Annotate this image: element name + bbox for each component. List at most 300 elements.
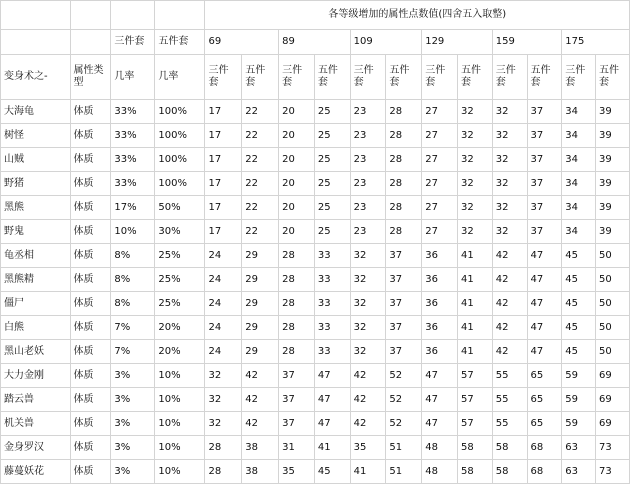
three-set-subheader: 三件套 <box>279 55 315 100</box>
three-set-value-cell: 45 <box>562 244 596 268</box>
five-set-rate-cell: 30% <box>155 220 205 244</box>
three-set-value-cell: 28 <box>279 316 315 340</box>
three-set-value-cell: 32 <box>492 220 527 244</box>
five-set-rate-cell: 25% <box>155 268 205 292</box>
five-set-value-cell: 41 <box>457 292 492 316</box>
attr-type-cell: 体质 <box>70 436 111 460</box>
five-set-value-cell: 50 <box>596 292 630 316</box>
blank-cell <box>70 1 111 30</box>
five-set-value-cell: 52 <box>386 388 422 412</box>
three-set-value-cell: 24 <box>205 268 242 292</box>
blank-cell <box>70 30 111 55</box>
attr-type-cell: 体质 <box>70 364 111 388</box>
three-set-value-cell: 24 <box>205 244 242 268</box>
five-set-value-cell: 65 <box>527 388 562 412</box>
five-set-value-cell: 29 <box>242 244 279 268</box>
five-set-rate-cell: 10% <box>155 364 205 388</box>
five-set-value-cell: 58 <box>457 436 492 460</box>
transform-name-cell: 白熊 <box>1 316 71 340</box>
transform-name-cell: 野鬼 <box>1 220 71 244</box>
three-set-value-cell: 32 <box>350 268 386 292</box>
three-set-header: 三件套 <box>111 30 155 55</box>
transform-name-cell: 黑熊精 <box>1 268 71 292</box>
table-row <box>1 220 630 244</box>
five-set-value-cell: 47 <box>527 268 562 292</box>
five-set-rate-cell: 10% <box>155 436 205 460</box>
three-set-rate-cell: 33% <box>111 124 155 148</box>
three-set-value-cell: 32 <box>492 124 527 148</box>
five-set-value-cell: 42 <box>242 412 279 436</box>
five-set-value-cell: 33 <box>314 268 350 292</box>
five-set-value-cell: 39 <box>596 196 630 220</box>
five-set-rate-cell: 25% <box>155 292 205 316</box>
five-set-value-cell: 37 <box>527 100 562 124</box>
table-row <box>1 316 630 340</box>
three-set-value-cell: 48 <box>422 436 458 460</box>
three-set-value-cell: 24 <box>205 316 242 340</box>
three-set-value-cell: 17 <box>205 196 242 220</box>
three-set-value-cell: 20 <box>279 100 315 124</box>
three-set-value-cell: 27 <box>422 196 458 220</box>
transform-name-cell: 山贼 <box>1 148 71 172</box>
five-set-value-cell: 38 <box>242 436 279 460</box>
three-set-value-cell: 59 <box>562 412 596 436</box>
five-set-value-cell: 22 <box>242 100 279 124</box>
three-set-value-cell: 34 <box>562 124 596 148</box>
three-set-value-cell: 28 <box>279 268 315 292</box>
transform-name-cell: 野猪 <box>1 172 71 196</box>
five-set-value-cell: 37 <box>527 196 562 220</box>
header-row-title <box>1 1 630 30</box>
three-set-value-cell: 32 <box>492 100 527 124</box>
five-set-value-cell: 69 <box>596 388 630 412</box>
five-set-value-cell: 28 <box>386 220 422 244</box>
five-set-value-cell: 41 <box>457 244 492 268</box>
three-set-value-cell: 55 <box>492 388 527 412</box>
transform-name-cell: 金身罗汉 <box>1 436 71 460</box>
three-set-value-cell: 37 <box>279 364 315 388</box>
five-set-value-cell: 50 <box>596 244 630 268</box>
five-set-value-cell: 38 <box>242 460 279 484</box>
five-set-value-cell: 28 <box>386 124 422 148</box>
five-set-value-cell: 25 <box>314 220 350 244</box>
three-set-value-cell: 34 <box>562 148 596 172</box>
table-row <box>1 124 630 148</box>
attr-type-cell: 体质 <box>70 220 111 244</box>
three-set-value-cell: 31 <box>279 436 315 460</box>
five-set-rate-cell: 10% <box>155 388 205 412</box>
five-set-subheader: 五件套 <box>314 55 350 100</box>
three-set-value-cell: 47 <box>422 412 458 436</box>
three-set-value-cell: 23 <box>350 220 386 244</box>
three-set-value-cell: 28 <box>279 292 315 316</box>
five-set-value-cell: 58 <box>457 460 492 484</box>
attr-type-cell: 体质 <box>70 316 111 340</box>
three-set-value-cell: 34 <box>562 196 596 220</box>
three-set-value-cell: 28 <box>205 460 242 484</box>
three-set-value-cell: 42 <box>492 292 527 316</box>
five-set-value-cell: 28 <box>386 100 422 124</box>
rate-header: 几率 <box>111 55 155 100</box>
three-set-rate-cell: 33% <box>111 148 155 172</box>
table-row <box>1 196 630 220</box>
five-set-value-cell: 42 <box>242 388 279 412</box>
five-set-value-cell: 22 <box>242 172 279 196</box>
three-set-value-cell: 23 <box>350 148 386 172</box>
five-set-value-cell: 33 <box>314 316 350 340</box>
three-set-value-cell: 28 <box>279 340 315 364</box>
transform-header: 变身术之- <box>1 55 71 100</box>
five-set-value-cell: 47 <box>314 412 350 436</box>
three-set-subheader: 三件套 <box>205 55 242 100</box>
three-set-value-cell: 58 <box>492 436 527 460</box>
three-set-value-cell: 23 <box>350 100 386 124</box>
three-set-value-cell: 28 <box>205 436 242 460</box>
three-set-rate-cell: 33% <box>111 172 155 196</box>
three-set-value-cell: 17 <box>205 100 242 124</box>
five-set-subheader: 五件套 <box>527 55 562 100</box>
five-set-rate-cell: 100% <box>155 148 205 172</box>
three-set-rate-cell: 3% <box>111 364 155 388</box>
three-set-value-cell: 23 <box>350 196 386 220</box>
three-set-value-cell: 55 <box>492 412 527 436</box>
five-set-header: 五件套 <box>155 30 205 55</box>
three-set-value-cell: 24 <box>205 292 242 316</box>
five-set-value-cell: 33 <box>314 244 350 268</box>
three-set-value-cell: 27 <box>422 220 458 244</box>
five-set-value-cell: 41 <box>457 316 492 340</box>
five-set-value-cell: 37 <box>386 316 422 340</box>
five-set-value-cell: 68 <box>527 436 562 460</box>
level-header: 159 <box>492 30 562 55</box>
five-set-value-cell: 57 <box>457 412 492 436</box>
table-row <box>1 172 630 196</box>
three-set-value-cell: 45 <box>562 340 596 364</box>
three-set-rate-cell: 33% <box>111 100 155 124</box>
three-set-rate-cell: 3% <box>111 436 155 460</box>
three-set-value-cell: 20 <box>279 220 315 244</box>
five-set-value-cell: 47 <box>527 316 562 340</box>
rate-header: 几率 <box>155 55 205 100</box>
five-set-value-cell: 57 <box>457 364 492 388</box>
transform-name-cell: 黑熊 <box>1 196 71 220</box>
three-set-value-cell: 27 <box>422 124 458 148</box>
table-body <box>1 100 630 484</box>
three-set-value-cell: 36 <box>422 340 458 364</box>
three-set-value-cell: 58 <box>492 460 527 484</box>
three-set-subheader: 三件套 <box>562 55 596 100</box>
table-row <box>1 412 630 436</box>
attr-type-cell: 体质 <box>70 244 111 268</box>
three-set-rate-cell: 7% <box>111 340 155 364</box>
three-set-subheader: 三件套 <box>422 55 458 100</box>
three-set-value-cell: 32 <box>492 172 527 196</box>
five-set-value-cell: 28 <box>386 148 422 172</box>
three-set-value-cell: 24 <box>205 340 242 364</box>
five-set-value-cell: 57 <box>457 388 492 412</box>
transform-name-cell: 踏云兽 <box>1 388 71 412</box>
three-set-value-cell: 32 <box>492 148 527 172</box>
three-set-value-cell: 42 <box>492 244 527 268</box>
three-set-value-cell: 34 <box>562 100 596 124</box>
three-set-value-cell: 47 <box>422 364 458 388</box>
three-set-rate-cell: 3% <box>111 460 155 484</box>
three-set-value-cell: 42 <box>350 364 386 388</box>
three-set-value-cell: 23 <box>350 172 386 196</box>
three-set-value-cell: 45 <box>562 268 596 292</box>
five-set-value-cell: 29 <box>242 292 279 316</box>
five-set-value-cell: 51 <box>386 460 422 484</box>
five-set-value-cell: 39 <box>596 172 630 196</box>
blank-cell <box>1 30 71 55</box>
five-set-value-cell: 52 <box>386 412 422 436</box>
three-set-rate-cell: 3% <box>111 388 155 412</box>
table-row <box>1 148 630 172</box>
five-set-value-cell: 47 <box>527 244 562 268</box>
three-set-subheader: 三件套 <box>492 55 527 100</box>
five-set-value-cell: 50 <box>596 340 630 364</box>
three-set-value-cell: 36 <box>422 268 458 292</box>
five-set-value-cell: 37 <box>527 220 562 244</box>
five-set-value-cell: 37 <box>527 124 562 148</box>
five-set-value-cell: 42 <box>242 364 279 388</box>
five-set-value-cell: 29 <box>242 340 279 364</box>
three-set-value-cell: 32 <box>492 196 527 220</box>
three-set-value-cell: 28 <box>279 244 315 268</box>
five-set-subheader: 五件套 <box>457 55 492 100</box>
five-set-value-cell: 47 <box>527 292 562 316</box>
three-set-value-cell: 17 <box>205 124 242 148</box>
table-row <box>1 268 630 292</box>
three-set-value-cell: 32 <box>350 292 386 316</box>
blank-cell <box>1 1 71 30</box>
attr-type-cell: 体质 <box>70 460 111 484</box>
five-set-subheader: 五件套 <box>386 55 422 100</box>
five-set-value-cell: 28 <box>386 172 422 196</box>
table-row <box>1 388 630 412</box>
attr-type-cell: 体质 <box>70 100 111 124</box>
five-set-value-cell: 37 <box>386 244 422 268</box>
three-set-value-cell: 42 <box>492 316 527 340</box>
five-set-value-cell: 50 <box>596 316 630 340</box>
five-set-value-cell: 22 <box>242 124 279 148</box>
attr-type-cell: 体质 <box>70 172 111 196</box>
three-set-value-cell: 32 <box>205 388 242 412</box>
level-header: 175 <box>562 30 630 55</box>
three-set-value-cell: 20 <box>279 124 315 148</box>
header-row-levels <box>1 30 630 55</box>
table-row <box>1 100 630 124</box>
five-set-value-cell: 29 <box>242 268 279 292</box>
five-set-value-cell: 32 <box>457 148 492 172</box>
five-set-value-cell: 69 <box>596 364 630 388</box>
three-set-value-cell: 42 <box>492 340 527 364</box>
five-set-value-cell: 22 <box>242 196 279 220</box>
five-set-rate-cell: 25% <box>155 244 205 268</box>
table-row <box>1 340 630 364</box>
attr-type-cell: 体质 <box>70 388 111 412</box>
five-set-rate-cell: 100% <box>155 100 205 124</box>
table-title: 各等级增加的属性点数值(四舍五入取整) <box>205 1 630 30</box>
transform-name-cell: 僵尸 <box>1 292 71 316</box>
three-set-rate-cell: 8% <box>111 292 155 316</box>
three-set-value-cell: 32 <box>205 412 242 436</box>
five-set-value-cell: 52 <box>386 364 422 388</box>
table-row <box>1 292 630 316</box>
five-set-value-cell: 51 <box>386 436 422 460</box>
three-set-value-cell: 32 <box>350 244 386 268</box>
five-set-value-cell: 37 <box>527 172 562 196</box>
three-set-rate-cell: 17% <box>111 196 155 220</box>
transform-name-cell: 大海龟 <box>1 100 71 124</box>
three-set-value-cell: 32 <box>350 340 386 364</box>
level-header: 89 <box>279 30 351 55</box>
five-set-value-cell: 41 <box>457 340 492 364</box>
blank-cell <box>155 1 205 30</box>
level-header: 129 <box>422 30 493 55</box>
five-set-value-cell: 37 <box>386 340 422 364</box>
five-set-value-cell: 33 <box>314 292 350 316</box>
transform-name-cell: 藤蔓妖花 <box>1 460 71 484</box>
three-set-value-cell: 17 <box>205 220 242 244</box>
five-set-value-cell: 32 <box>457 100 492 124</box>
five-set-value-cell: 28 <box>386 196 422 220</box>
three-set-value-cell: 17 <box>205 148 242 172</box>
three-set-rate-cell: 3% <box>111 412 155 436</box>
five-set-value-cell: 39 <box>596 124 630 148</box>
five-set-value-cell: 29 <box>242 316 279 340</box>
five-set-value-cell: 47 <box>527 340 562 364</box>
three-set-value-cell: 27 <box>422 172 458 196</box>
transform-name-cell: 黑山老妖 <box>1 340 71 364</box>
five-set-value-cell: 39 <box>596 148 630 172</box>
transform-name-cell: 机关兽 <box>1 412 71 436</box>
five-set-value-cell: 22 <box>242 220 279 244</box>
five-set-value-cell: 33 <box>314 340 350 364</box>
five-set-value-cell: 32 <box>457 172 492 196</box>
three-set-value-cell: 27 <box>422 100 458 124</box>
five-set-value-cell: 65 <box>527 364 562 388</box>
three-set-value-cell: 63 <box>562 460 596 484</box>
three-set-value-cell: 20 <box>279 148 315 172</box>
table-row <box>1 460 630 484</box>
five-set-value-cell: 32 <box>457 196 492 220</box>
three-set-value-cell: 36 <box>422 316 458 340</box>
five-set-value-cell: 45 <box>314 460 350 484</box>
five-set-value-cell: 41 <box>457 268 492 292</box>
three-set-value-cell: 42 <box>350 388 386 412</box>
five-set-value-cell: 32 <box>457 124 492 148</box>
five-set-rate-cell: 20% <box>155 340 205 364</box>
blank-cell <box>111 1 155 30</box>
three-set-value-cell: 34 <box>562 172 596 196</box>
five-set-value-cell: 73 <box>596 460 630 484</box>
three-set-value-cell: 59 <box>562 388 596 412</box>
five-set-value-cell: 32 <box>457 220 492 244</box>
five-set-value-cell: 37 <box>386 268 422 292</box>
five-set-value-cell: 39 <box>596 220 630 244</box>
five-set-value-cell: 25 <box>314 148 350 172</box>
five-set-value-cell: 47 <box>314 388 350 412</box>
transform-name-cell: 大力金刚 <box>1 364 71 388</box>
attr-type-cell: 体质 <box>70 268 111 292</box>
five-set-rate-cell: 20% <box>155 316 205 340</box>
three-set-value-cell: 45 <box>562 316 596 340</box>
five-set-subheader: 五件套 <box>242 55 279 100</box>
five-set-rate-cell: 50% <box>155 196 205 220</box>
three-set-subheader: 三件套 <box>350 55 386 100</box>
attr-type-cell: 体质 <box>70 340 111 364</box>
five-set-value-cell: 25 <box>314 172 350 196</box>
three-set-value-cell: 42 <box>492 268 527 292</box>
five-set-value-cell: 25 <box>314 100 350 124</box>
three-set-value-cell: 17 <box>205 172 242 196</box>
three-set-value-cell: 59 <box>562 364 596 388</box>
five-set-value-cell: 65 <box>527 412 562 436</box>
five-set-value-cell: 68 <box>527 460 562 484</box>
level-header: 69 <box>205 30 279 55</box>
three-set-rate-cell: 8% <box>111 244 155 268</box>
three-set-rate-cell: 8% <box>111 268 155 292</box>
attr-type-cell: 体质 <box>70 124 111 148</box>
three-set-value-cell: 32 <box>205 364 242 388</box>
three-set-value-cell: 37 <box>279 412 315 436</box>
three-set-value-cell: 35 <box>350 436 386 460</box>
three-set-value-cell: 34 <box>562 220 596 244</box>
five-set-value-cell: 39 <box>596 100 630 124</box>
attr-type-cell: 体质 <box>70 196 111 220</box>
five-set-value-cell: 50 <box>596 268 630 292</box>
attr-type-header: 属性类型 <box>70 55 111 100</box>
table-row <box>1 244 630 268</box>
attr-type-cell: 体质 <box>70 148 111 172</box>
three-set-value-cell: 36 <box>422 244 458 268</box>
header-row-columns <box>1 55 630 100</box>
five-set-value-cell: 69 <box>596 412 630 436</box>
three-set-value-cell: 36 <box>422 292 458 316</box>
five-set-rate-cell: 10% <box>155 412 205 436</box>
three-set-rate-cell: 7% <box>111 316 155 340</box>
three-set-rate-cell: 10% <box>111 220 155 244</box>
three-set-value-cell: 27 <box>422 148 458 172</box>
three-set-value-cell: 23 <box>350 124 386 148</box>
three-set-value-cell: 63 <box>562 436 596 460</box>
three-set-value-cell: 35 <box>279 460 315 484</box>
three-set-value-cell: 48 <box>422 460 458 484</box>
five-set-value-cell: 25 <box>314 124 350 148</box>
five-set-rate-cell: 100% <box>155 172 205 196</box>
level-header: 109 <box>350 30 422 55</box>
three-set-value-cell: 47 <box>422 388 458 412</box>
three-set-value-cell: 41 <box>350 460 386 484</box>
attr-type-cell: 体质 <box>70 292 111 316</box>
five-set-value-cell: 73 <box>596 436 630 460</box>
three-set-value-cell: 32 <box>350 316 386 340</box>
table-row <box>1 436 630 460</box>
five-set-subheader: 五件套 <box>596 55 630 100</box>
five-set-value-cell: 41 <box>314 436 350 460</box>
three-set-value-cell: 42 <box>350 412 386 436</box>
transform-name-cell: 树怪 <box>1 124 71 148</box>
table-row <box>1 364 630 388</box>
three-set-value-cell: 45 <box>562 292 596 316</box>
five-set-value-cell: 37 <box>386 292 422 316</box>
five-set-value-cell: 22 <box>242 148 279 172</box>
three-set-value-cell: 20 <box>279 172 315 196</box>
three-set-value-cell: 20 <box>279 196 315 220</box>
five-set-rate-cell: 10% <box>155 460 205 484</box>
five-set-rate-cell: 100% <box>155 124 205 148</box>
